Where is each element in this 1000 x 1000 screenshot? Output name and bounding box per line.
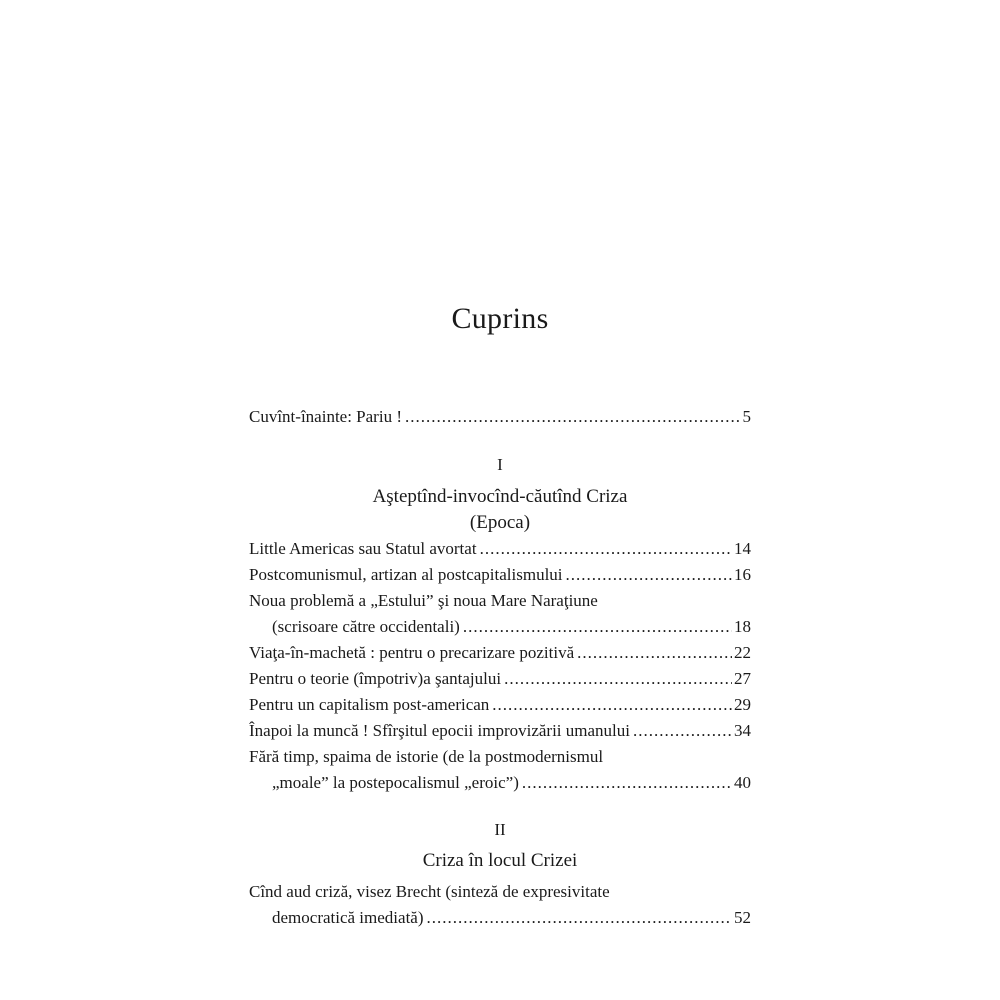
toc-entry [249,718,751,744]
toc-entry-page: 34 [734,721,751,740]
toc-entry [249,692,751,718]
toc-entry-page: 18 [734,617,751,636]
part-subtitle: (Epoca) [469,512,531,533]
dot-leader [463,614,732,640]
table-of-contents [249,404,751,931]
part-title: Criza în locul Crizei [422,850,578,871]
toc-entry-title-line: Noua problemă a „Estului” şi noua Mare Naraţiune [249,591,598,610]
toc-entry-title: Viaţa-în-machetă : pentru o precarizare pozitivă [249,643,575,662]
toc-entry-title: democratică imediată) [272,908,424,927]
toc-entry-page: 40 [734,773,751,792]
toc-entry-title: Cuvînt-înainte: Pariu ! [249,407,402,426]
toc-entry [249,614,751,640]
page-title: Cuprins [451,302,549,335]
toc-entry-page: 22 [734,643,751,662]
part-title: Aşteptînd-invocînd-căutînd Criza [372,486,628,507]
toc-entry-page: 14 [734,539,751,558]
toc-entry [249,536,751,562]
toc-entry-title: Înapoi la muncă ! Sfîrşitul epocii improvizării umanului [249,721,630,740]
dot-leader [492,692,732,718]
toc-entry-title: Postcomunismul, artizan al postcapitalismului [249,565,563,584]
toc-entry-page: 29 [734,695,751,714]
toc-entry [249,905,751,931]
dot-leader [633,718,732,744]
toc-entry-title-line: Fără timp, spaima de istorie (de la postmodernismul [249,747,604,766]
toc-entry [249,562,751,588]
toc-entry-page: 27 [734,669,751,688]
toc-entry-page: 52 [734,908,751,927]
toc-entry [249,640,751,666]
toc-entry-page: 16 [734,565,751,584]
dot-leader [405,404,741,430]
toc-entry [249,666,751,692]
toc-entry-title: Pentru o teorie (împotriv)a şantajului [249,669,502,688]
toc-entry-page: 5 [742,407,751,426]
part-number: I [497,455,503,474]
dot-leader [577,640,732,666]
toc-entry-title: Little Americas sau Statul avortat [249,539,477,558]
dot-leader [522,770,732,796]
dot-leader [480,536,732,562]
toc-entry-title-line: Cînd aud criză, visez Brecht (sinteză de expresivitate [249,882,610,901]
toc-entry-title: Pentru un capitalism post-american [249,695,490,714]
toc-entry-preface [249,404,751,430]
part-number: II [494,820,506,839]
dot-leader [566,562,732,588]
toc-entry-title: (scrisoare către occidentali) [272,617,460,636]
dot-leader [427,905,733,931]
toc-entry [249,770,751,796]
dot-leader [504,666,732,692]
toc-entry-title: „moale” la postepocalismul „eroic”) [272,773,519,792]
